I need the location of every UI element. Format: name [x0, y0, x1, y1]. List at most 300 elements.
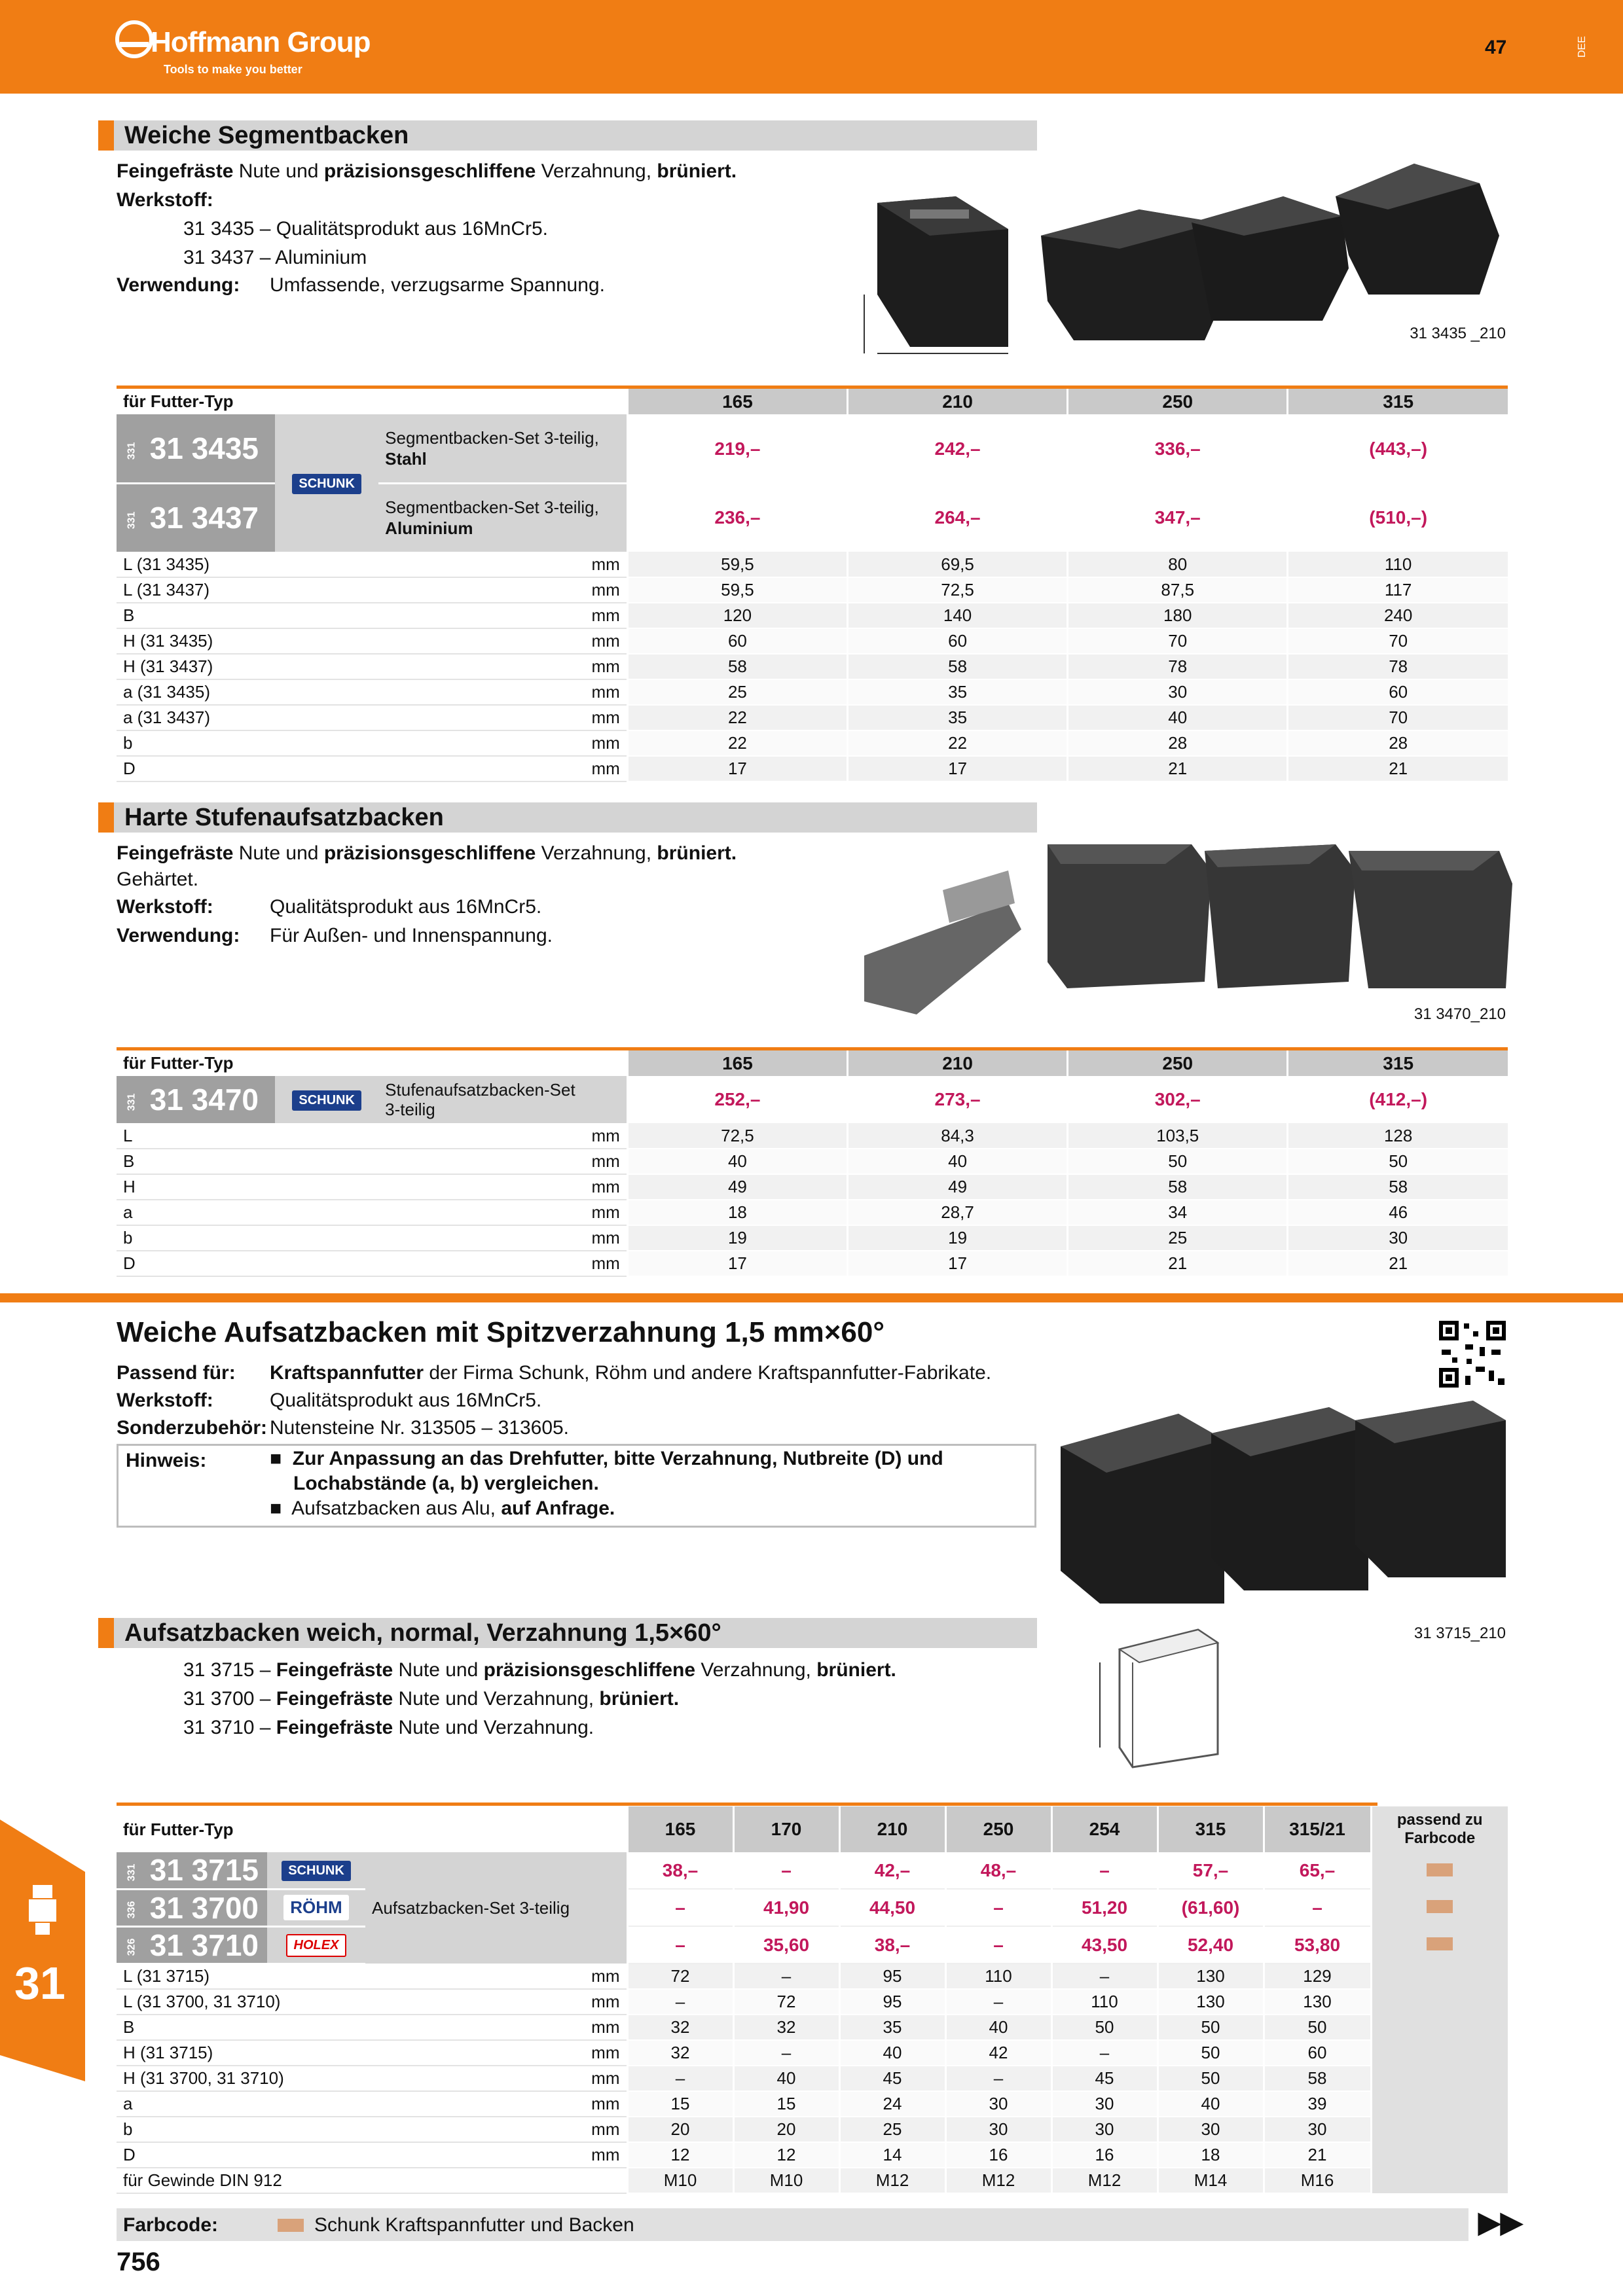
table-row — [117, 2066, 1508, 2091]
hint-item-cont: Lochabstände (a, b) vergleichen. — [293, 1473, 599, 1494]
section-title-segmentbacken: Weiche Segmentbacken — [98, 120, 1037, 151]
farbcode-empty — [1371, 2142, 1508, 2168]
row-unit: mm — [378, 1149, 627, 1174]
row-value: 18 — [627, 1200, 847, 1225]
price: 219,– — [627, 414, 847, 483]
row-value: 58 — [1264, 2066, 1371, 2091]
row-unit: mm — [378, 1225, 627, 1251]
verwendung-text: Für Außen- und Innenspannung. — [270, 925, 553, 946]
row-value: 24 — [839, 2091, 945, 2117]
holex-logo: HOLEX — [286, 1934, 347, 1957]
row-value: 40 — [1158, 2091, 1264, 2117]
row-label: b — [117, 1225, 378, 1251]
price: 38,– — [627, 1852, 733, 1889]
price: 273,– — [848, 1076, 1068, 1123]
farbcode-empty — [1371, 2040, 1508, 2066]
row-unit: mm — [365, 2142, 627, 2168]
size-header: 250 — [1068, 1050, 1288, 1076]
section-title-spitzverzahnung: Weiche Aufsatzbacken mit Spitzverzahnung 1,5 mm×60° — [117, 1316, 884, 1348]
row-value: 25 — [1068, 1225, 1288, 1251]
row-value: 84,3 — [848, 1123, 1068, 1149]
variant-line: 31 3700 – Feingefräste Nute und Verzahnung, brüniert. — [183, 1688, 680, 1710]
row-value: 22 — [627, 705, 847, 730]
table-row — [117, 1251, 1508, 1276]
row-value: 72,5 — [848, 577, 1068, 603]
row-unit: mm — [365, 2040, 627, 2066]
row-value: 32 — [627, 2040, 733, 2066]
row-label: L (31 3700, 31 3710) — [117, 1989, 365, 2015]
row-value: 42 — [945, 2040, 1051, 2066]
price: 35,60 — [733, 1926, 839, 1964]
article-code: 31 3715 — [149, 1853, 259, 1888]
table-row — [117, 654, 1508, 679]
schunk-logo: SCHUNK — [292, 474, 361, 494]
row-value: 103,5 — [1068, 1123, 1288, 1149]
catalog-page-number: 47 — [1485, 37, 1507, 58]
row-label: a (31 3435) — [117, 679, 378, 705]
table-row — [117, 2040, 1508, 2066]
row-value: 35 — [848, 679, 1068, 705]
row-label: H (31 3437) — [117, 654, 378, 679]
row-value: – — [945, 2066, 1051, 2091]
price: – — [945, 1926, 1051, 1964]
row-value: 50 — [1158, 2040, 1264, 2066]
size-header: 210 — [839, 1806, 945, 1852]
row-label: L (31 3435) — [117, 552, 378, 577]
size-header: 165 — [627, 389, 847, 414]
farbcode-empty — [1371, 2066, 1508, 2091]
row-value: 69,5 — [848, 552, 1068, 577]
row-value: 130 — [1158, 1964, 1264, 1989]
row-value: 50 — [1288, 1149, 1508, 1174]
row-value: 59,5 — [627, 552, 847, 577]
row-unit — [365, 2168, 627, 2193]
row-value: 16 — [1051, 2142, 1158, 2168]
row-value: 58 — [627, 654, 847, 679]
next-page-icon[interactable]: ▶▶ — [1478, 2206, 1523, 2238]
table-row — [117, 705, 1508, 730]
row-value: 70 — [1068, 628, 1288, 654]
row-unit: mm — [378, 552, 627, 577]
chapter-number: 31 — [14, 1958, 65, 2009]
article-number — [117, 1852, 267, 1889]
chuck-icon — [26, 1885, 59, 1937]
table-row — [117, 2168, 1508, 2193]
stufenaufsatzbacken-product-image — [851, 831, 1525, 1028]
table-row — [117, 603, 1508, 628]
price: 264,– — [848, 483, 1068, 552]
price: 236,– — [627, 483, 847, 552]
row-value: M14 — [1158, 2168, 1264, 2193]
row-value: 19 — [627, 1225, 847, 1251]
row-value: – — [945, 1989, 1051, 2015]
sonderzubehoer-text: Nutensteine Nr. 313505 – 313605. — [270, 1417, 570, 1439]
article-number — [117, 1926, 267, 1964]
section1-description: Feingefräste Nute und präzisionsgeschliffene Verzahnung, brüniert. — [117, 160, 737, 182]
row-value: 110 — [1051, 1989, 1158, 2015]
row-value: 130 — [1158, 1989, 1264, 2015]
article-row — [117, 1852, 1508, 1889]
farbcode-empty — [1371, 2117, 1508, 2142]
row-value: 72,5 — [627, 1123, 847, 1149]
price: – — [627, 1926, 733, 1964]
row-value: M12 — [839, 2168, 945, 2193]
image-caption: 31 3470_210 — [1413, 1005, 1506, 1023]
price: 252,– — [627, 1076, 847, 1123]
image-caption: 31 3715_210 — [1413, 1624, 1506, 1642]
farbcode-text: Schunk Kraftspannfutter und Backen — [314, 2214, 634, 2236]
row-unit: mm — [378, 654, 627, 679]
row-value: 87,5 — [1068, 577, 1288, 603]
row-value: 40 — [1068, 705, 1288, 730]
row-label: b — [117, 730, 378, 756]
chapter-tab — [0, 1820, 85, 2081]
row-value: 21 — [1288, 1251, 1508, 1276]
size-header: 170 — [733, 1806, 839, 1852]
price: – — [627, 1889, 733, 1926]
price: 57,– — [1158, 1852, 1264, 1889]
row-value: 70 — [1288, 705, 1508, 730]
row-value: 60 — [627, 628, 847, 654]
table-row — [117, 628, 1508, 654]
price: 347,– — [1068, 483, 1288, 552]
schunk-logo: SCHUNK — [282, 1861, 351, 1881]
farbcode-cell — [1371, 1926, 1508, 1964]
price: 336,– — [1068, 414, 1288, 483]
row-value: 16 — [945, 2142, 1051, 2168]
row-value: 50 — [1264, 2015, 1371, 2040]
row-unit: mm — [378, 679, 627, 705]
aufsatzbacken-product-image — [1054, 1394, 1512, 1610]
row-value: 70 — [1288, 628, 1508, 654]
brand-cell — [267, 1889, 365, 1926]
row-unit: mm — [378, 1174, 627, 1200]
row-label: L (31 3715) — [117, 1964, 365, 1989]
futter-typ-label: für Futter-Typ — [123, 1053, 234, 1073]
farbcode-header: passend zu Farbcode — [1371, 1806, 1508, 1852]
row-value: 17 — [627, 1251, 847, 1276]
brand-cell — [275, 414, 378, 552]
farbcode-swatch — [1427, 1863, 1453, 1876]
article-row — [117, 1889, 1508, 1926]
row-value: 180 — [1068, 603, 1288, 628]
row-value: 95 — [839, 1989, 945, 2015]
farbcode-empty — [1371, 1964, 1508, 1989]
row-value: 30 — [1264, 2117, 1371, 2142]
row-value: – — [627, 2066, 733, 2091]
row-value: 60 — [1288, 679, 1508, 705]
table-aufsatzbacken — [117, 1806, 1508, 2194]
farbcode-swatch — [1427, 1937, 1453, 1950]
row-unit: mm — [365, 2066, 627, 2091]
article-number — [117, 1889, 267, 1926]
row-value: 35 — [839, 2015, 945, 2040]
row-value: 40 — [627, 1149, 847, 1174]
table-row — [117, 577, 1508, 603]
row-label: D — [117, 2142, 365, 2168]
passend-label: Passend für: — [117, 1362, 236, 1384]
row-unit: mm — [365, 1989, 627, 2015]
qr-code-icon — [1436, 1318, 1508, 1390]
article-prefix: 336 — [126, 1901, 137, 1919]
farbcode-swatch — [278, 2219, 304, 2232]
row-value: 60 — [1264, 2040, 1371, 2066]
row-value: 46 — [1288, 1200, 1508, 1225]
size-header: 165 — [627, 1806, 733, 1852]
variant-line: 31 3715 – Feingefräste Nute und präzisionsgeschliffene Verzahnung, brüniert. — [183, 1659, 896, 1681]
row-value: – — [1051, 1964, 1158, 1989]
row-value: 72 — [733, 1989, 839, 2015]
farbcode-cell — [1371, 1889, 1508, 1926]
row-unit: mm — [365, 2091, 627, 2117]
row-value: M12 — [945, 2168, 1051, 2193]
row-unit: mm — [378, 1200, 627, 1225]
row-value: 22 — [627, 730, 847, 756]
table-row — [117, 552, 1508, 577]
row-value: 15 — [733, 2091, 839, 2117]
row-value: 20 — [627, 2117, 733, 2142]
verwendung-label: Verwendung: — [117, 274, 240, 296]
row-value: 240 — [1288, 603, 1508, 628]
row-value: 30 — [945, 2091, 1051, 2117]
row-label: a (31 3437) — [117, 705, 378, 730]
row-value: 25 — [839, 2117, 945, 2142]
row-unit: mm — [378, 756, 627, 781]
table-segmentbacken — [117, 389, 1508, 782]
section-title-aufsatzbacken-weich: Aufsatzbacken weich, normal, Verzahnung 1,5×60° — [98, 1618, 1037, 1648]
row-value: 50 — [1051, 2015, 1158, 2040]
row-value: 58 — [1068, 1174, 1288, 1200]
werkstoff-text: Qualitätsprodukt aus 16MnCr5. — [270, 1390, 542, 1411]
row-value: 30 — [1051, 2117, 1158, 2142]
row-value: 21 — [1068, 756, 1288, 781]
image-caption: 31 3435 _210 — [1410, 325, 1506, 342]
article-description: Segmentbacken-Set 3-teilig, Stahl — [378, 414, 627, 483]
table-row — [117, 679, 1508, 705]
futter-typ-label: für Futter-Typ — [123, 391, 234, 411]
row-value: 95 — [839, 1964, 945, 1989]
price: 242,– — [848, 414, 1068, 483]
werkstoff-label: Werkstoff: — [117, 896, 213, 918]
price: (443,–) — [1288, 414, 1508, 483]
row-value: 60 — [848, 628, 1068, 654]
size-header: 250 — [1068, 389, 1288, 414]
table-row — [117, 756, 1508, 781]
price: (61,60) — [1158, 1889, 1264, 1926]
row-value: 128 — [1288, 1123, 1508, 1149]
row-unit: mm — [378, 628, 627, 654]
row-label: a — [117, 2091, 365, 2117]
row-value: 20 — [733, 2117, 839, 2142]
article-description: Stufenaufsatzbacken-Set 3-teilig — [378, 1076, 627, 1123]
table-row — [117, 1149, 1508, 1174]
sonderzubehoer-label: Sonderzubehör: — [117, 1417, 267, 1439]
roehm-logo: RÖHM — [283, 1895, 348, 1920]
price: 41,90 — [733, 1889, 839, 1926]
price: 42,– — [839, 1852, 945, 1889]
row-unit: mm — [378, 577, 627, 603]
table-stufenaufsatzbacken — [117, 1050, 1508, 1277]
row-value: 49 — [627, 1174, 847, 1200]
verwendung-label: Verwendung: — [117, 925, 240, 946]
article-number: 331 31 3435 — [117, 414, 275, 483]
price: 51,20 — [1051, 1889, 1158, 1926]
row-value: M10 — [733, 2168, 839, 2193]
row-value: 32 — [627, 2015, 733, 2040]
brand-cell — [267, 1852, 365, 1889]
price: – — [945, 1889, 1051, 1926]
hinweis-label: Hinweis: — [126, 1450, 207, 1471]
section-divider — [0, 1293, 1623, 1302]
size-header: 165 — [627, 1050, 847, 1076]
row-unit: mm — [365, 2117, 627, 2142]
article-number: 331 31 3437 — [117, 483, 275, 552]
row-label: H — [117, 1174, 378, 1200]
row-value: 32 — [733, 2015, 839, 2040]
article-prefix: 331 — [126, 1863, 137, 1882]
futter-typ-label: für Futter-Typ — [123, 1819, 234, 1839]
row-value: 12 — [733, 2142, 839, 2168]
row-label: H (31 3715) — [117, 2040, 365, 2066]
farbcode-label: Farbcode: — [123, 2214, 219, 2236]
article-code: 31 3700 — [149, 1890, 259, 1925]
row-value: 140 — [848, 603, 1068, 628]
size-header: 250 — [945, 1806, 1051, 1852]
row-value: 39 — [1264, 2091, 1371, 2117]
row-value: 72 — [627, 1964, 733, 1989]
row-value: 30 — [1288, 1225, 1508, 1251]
row-value: 117 — [1288, 577, 1508, 603]
material-line: 31 3435 – Qualitätsprodukt aus 16MnCr5. — [183, 218, 549, 240]
size-header: 210 — [848, 1050, 1068, 1076]
table-top-rule — [117, 1803, 1377, 1806]
table-row — [117, 2015, 1508, 2040]
row-value: 40 — [839, 2040, 945, 2066]
row-value: 35 — [848, 705, 1068, 730]
brand-cell — [275, 1076, 378, 1123]
farbcode-empty — [1371, 2091, 1508, 2117]
row-label: für Gewinde DIN 912 — [117, 2168, 365, 2193]
passend-text: Kraftspannfutter der Firma Schunk, Röhm und andere Kraftspannfutter-Fabrikate. — [270, 1362, 992, 1384]
werkstoff-text: Qualitätsprodukt aus 16MnCr5. — [270, 896, 542, 918]
table-row — [117, 2091, 1508, 2117]
row-value: 28,7 — [848, 1200, 1068, 1225]
row-value: 17 — [848, 756, 1068, 781]
row-value: 78 — [1068, 654, 1288, 679]
row-label: H (31 3700, 31 3710) — [117, 2066, 365, 2091]
row-value: 120 — [627, 603, 847, 628]
row-value: 45 — [839, 2066, 945, 2091]
row-value: 14 — [839, 2142, 945, 2168]
brand-cell — [267, 1926, 365, 1964]
farbcode-swatch — [1427, 1900, 1453, 1913]
row-value: 45 — [1051, 2066, 1158, 2091]
row-value: – — [733, 1964, 839, 1989]
row-value: 21 — [1264, 2142, 1371, 2168]
brand-name: Hoffmann Group — [151, 26, 371, 58]
table-row — [117, 1964, 1508, 1989]
row-value: 78 — [1288, 654, 1508, 679]
row-value: 25 — [627, 679, 847, 705]
table-row — [117, 1200, 1508, 1225]
row-value: M10 — [627, 2168, 733, 2193]
article-number: 331 31 3470 — [117, 1076, 275, 1123]
price: 44,50 — [839, 1889, 945, 1926]
size-header: 315 — [1158, 1806, 1264, 1852]
row-label: L — [117, 1123, 378, 1149]
section2-description: Feingefräste Nute und präzisionsgeschliffene Verzahnung, brüniert. — [117, 842, 737, 864]
row-value: 30 — [945, 2117, 1051, 2142]
row-value: 30 — [1068, 679, 1288, 705]
row-value: 129 — [1264, 1964, 1371, 1989]
table-row — [117, 1123, 1508, 1149]
row-label: D — [117, 756, 378, 781]
verwendung-text: Umfassende, verzugsarme Spannung. — [270, 274, 605, 296]
page-number: 756 — [117, 2248, 160, 2276]
row-unit: mm — [378, 603, 627, 628]
farbcode-empty — [1371, 2015, 1508, 2040]
row-label: D — [117, 1251, 378, 1276]
row-value: 50 — [1158, 2066, 1264, 2091]
price: – — [1264, 1889, 1371, 1926]
row-value: 50 — [1068, 1149, 1288, 1174]
row-value: 40 — [945, 2015, 1051, 2040]
aufsatzbacken-drawing — [1061, 1617, 1257, 1780]
row-unit: mm — [378, 730, 627, 756]
price: 48,– — [945, 1852, 1051, 1889]
article-description: Segmentbacken-Set 3-teilig, Aluminium — [378, 483, 627, 552]
row-value: 19 — [848, 1225, 1068, 1251]
brand-tagline: Tools to make you better — [164, 63, 302, 76]
row-value: 30 — [1158, 2117, 1264, 2142]
article-description: Aufsatzbacken-Set 3-teilig — [365, 1852, 627, 1964]
row-label: H (31 3435) — [117, 628, 378, 654]
article-prefix: 326 — [126, 1938, 137, 1956]
farbcode-cell — [1371, 1852, 1508, 1889]
row-value: 40 — [848, 1149, 1068, 1174]
size-header: 210 — [848, 389, 1068, 414]
werkstoff-label: Werkstoff: — [117, 189, 213, 211]
row-value: 17 — [627, 756, 847, 781]
row-value: 110 — [945, 1964, 1051, 1989]
size-header: 315/21 — [1264, 1806, 1371, 1852]
section-title-stufenaufsatzbacken: Harte Stufenaufsatzbacken — [98, 802, 1037, 833]
price: 302,– — [1068, 1076, 1288, 1123]
row-label: a — [117, 1200, 378, 1225]
row-value: 17 — [848, 1251, 1068, 1276]
row-unit: mm — [365, 2015, 627, 2040]
row-unit: mm — [378, 1251, 627, 1276]
row-value: 28 — [1068, 730, 1288, 756]
row-value: 59,5 — [627, 577, 847, 603]
row-label: B — [117, 1149, 378, 1174]
article-row — [117, 1926, 1508, 1964]
werkstoff-label: Werkstoff: — [117, 1390, 213, 1411]
row-value: 58 — [1288, 1174, 1508, 1200]
price: 43,50 — [1051, 1926, 1158, 1964]
article-code: 31 3710 — [149, 1928, 259, 1962]
price: 38,– — [839, 1926, 945, 1964]
section2-line2: Gehärtet. — [117, 869, 199, 890]
size-header: 254 — [1051, 1806, 1158, 1852]
material-line: 31 3437 – Aluminium — [183, 247, 367, 268]
row-unit: mm — [378, 1123, 627, 1149]
schunk-logo: SCHUNK — [292, 1090, 361, 1111]
row-value: 21 — [1288, 756, 1508, 781]
row-unit: mm — [378, 705, 627, 730]
hoffmann-logo-icon — [115, 20, 154, 59]
price: 52,40 — [1158, 1926, 1264, 1964]
